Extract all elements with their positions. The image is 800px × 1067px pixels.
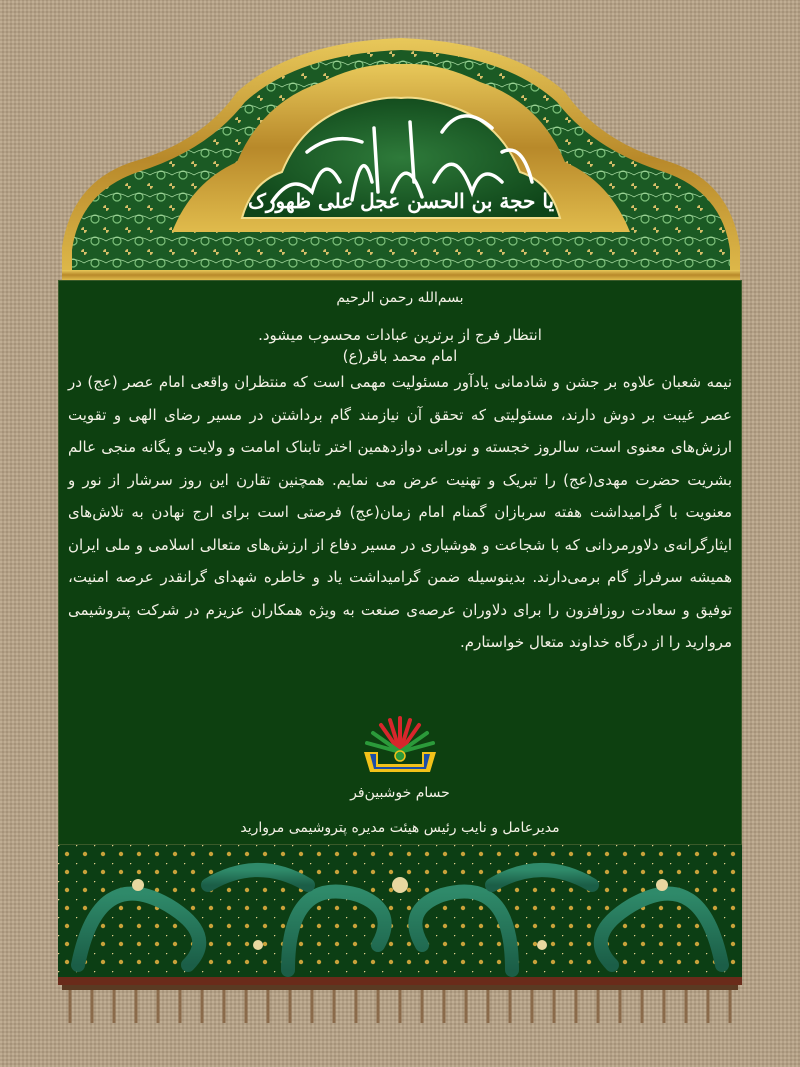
carpet-fringe <box>62 985 738 1030</box>
ornamental-arch <box>62 32 740 280</box>
signature-title: مدیرعامل و نایب رئیس هیئت مدیره پتروشیمی مروارید <box>240 820 560 836</box>
bismillah: بسم‌الله رحمن الرحیم <box>336 290 464 306</box>
signature-name: حسام خوشبین‌فر <box>350 785 450 801</box>
ornamental-footer <box>58 845 742 985</box>
hadith-quote: انتظار فرج از برترین عبادات محسوب میشود. <box>258 326 542 344</box>
message-paragraph: نیمه شعبان علاوه بر جشن و شادمانی یادآور مسئولیت مهمی است که منتظران واقعی امام عصر (عج) در عصر غیبت بر دوش دارند، مسئولیتی که تحقق آن نیازمند گام برداشتن در مسیر رضای الهی و تقویت ارزش‌های معنوی است، سالروز خجسته و نورانی دوازدهمین اختر تابناک امامت و ولایت و یگانه منجی عالم بشریت حضرت مهدی(عج) را تبریک و تهنیت عرض می نمایم. همچنین تقارن این روز سرشار از نور و معنویت با گرامیداشت هفته سربازان گمنام امام زمان(عج) فرصتی است برای ارج نهادن به تلاش‌های ایثارگرانه‌ی دلاورمردانی که با شجاعت و هوشیاری در مسیر دفاع از ارزش‌های متعالی اسلامی و ملی ایران همیشه سرفراز گام برمی‌دارند. بدینوسیله ضمن گرامیداشت یاد و خاطره شهدای گرانقدر عرصه امنیت، توفیق و سعادت روزافزون را برای دلاوران عرصه‌ی صنعت به ویژه همکاران عزیزم در شرکت پتروشیمی مروارید را از درگاه خداوند متعال خواستارم. <box>68 373 732 651</box>
petrochemical-logo-icon <box>360 714 440 776</box>
header-calligraphy: یا حجة بن الحسن عجل علی ظهورک <box>247 189 555 213</box>
hadith-source: امام محمد باقر(ع) <box>342 347 458 365</box>
